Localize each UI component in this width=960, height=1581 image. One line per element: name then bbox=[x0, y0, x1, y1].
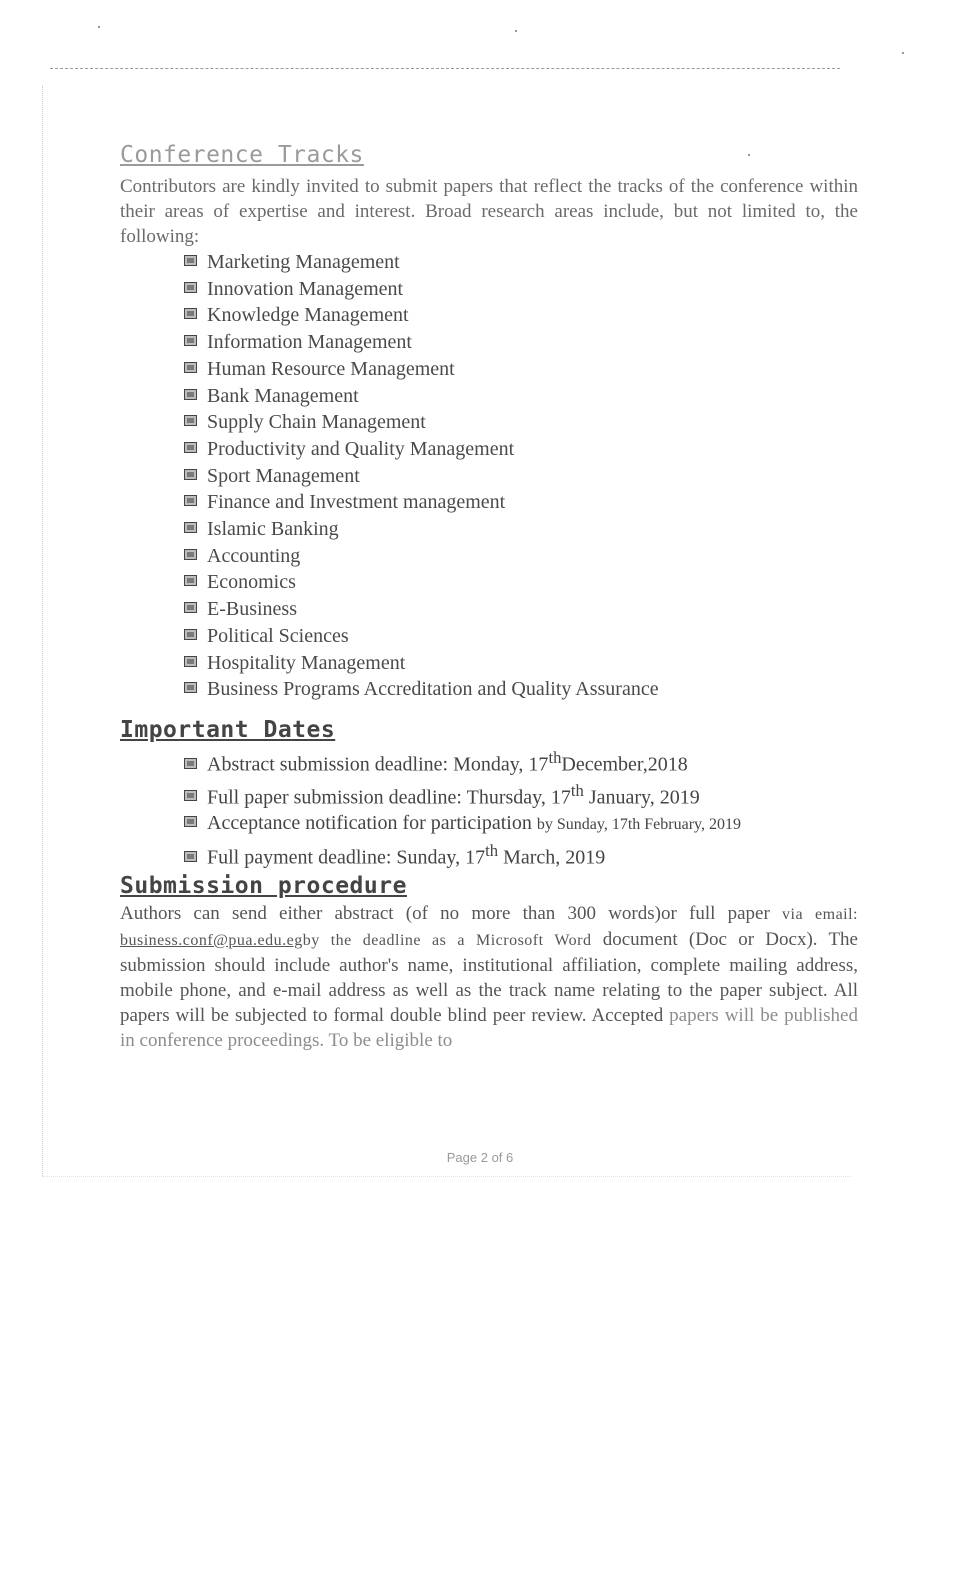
conference-tracks-heading: Conference Tracks bbox=[120, 142, 364, 168]
list-item: Acceptance notification for participation by Sunday, 17th February, 2019 bbox=[184, 810, 858, 838]
list-item: Finance and Investment management bbox=[184, 489, 858, 516]
square-bullet-icon bbox=[184, 575, 197, 586]
important-dates-heading: Important Dates bbox=[120, 716, 336, 743]
list-item: Economics bbox=[184, 569, 858, 596]
left-margin-rule bbox=[42, 86, 43, 1176]
list-item: Hospitality Management bbox=[184, 650, 858, 677]
tracks-list bbox=[120, 249, 858, 703]
list-item: Knowledge Management bbox=[184, 302, 858, 329]
square-bullet-icon bbox=[184, 362, 197, 373]
list-item: Marketing Management bbox=[184, 249, 858, 276]
square-bullet-icon bbox=[184, 282, 197, 293]
page-number: Page 2 of 6 bbox=[446, 1150, 514, 1165]
square-bullet-icon bbox=[184, 758, 197, 769]
list-item: Accounting bbox=[184, 543, 858, 570]
list-item: Innovation Management bbox=[184, 276, 858, 303]
bottom-rule bbox=[42, 1176, 852, 1177]
list-item: Business Programs Accreditation and Quality Assurance bbox=[184, 676, 858, 703]
scan-speck bbox=[902, 52, 904, 54]
list-item: Islamic Banking bbox=[184, 516, 858, 543]
list-item: Human Resource Management bbox=[184, 356, 858, 383]
list-item: Supply Chain Management bbox=[184, 409, 858, 436]
square-bullet-icon bbox=[184, 851, 197, 862]
square-bullet-icon bbox=[184, 656, 197, 667]
list-item: Full payment deadline: Sunday, 17th March, 2019 bbox=[184, 838, 858, 871]
square-bullet-icon bbox=[184, 255, 197, 266]
square-bullet-icon bbox=[184, 602, 197, 613]
main-content bbox=[120, 140, 858, 1053]
square-bullet-icon bbox=[184, 415, 197, 426]
scan-speck bbox=[98, 26, 100, 28]
list-item: Bank Management bbox=[184, 383, 858, 410]
dates-list bbox=[120, 745, 858, 871]
square-bullet-icon bbox=[184, 389, 197, 400]
square-bullet-icon bbox=[184, 495, 197, 506]
scan-speck bbox=[515, 30, 517, 32]
square-bullet-icon bbox=[184, 549, 197, 560]
list-item: Productivity and Quality Management bbox=[184, 436, 858, 463]
list-item: Full paper submission deadline: Thursday, 17th January, 2019 bbox=[184, 778, 858, 811]
conference-tracks-intro: Contributors are kindly invited to submit papers that reflect the tracks of the conference within their areas of expertise and interest. Broad research areas include, but not limited to, the following: bbox=[120, 176, 858, 247]
square-bullet-icon bbox=[184, 522, 197, 533]
submission-procedure-heading: Submission procedure bbox=[120, 872, 407, 899]
list-item: Political Sciences bbox=[184, 623, 858, 650]
square-bullet-icon bbox=[184, 335, 197, 346]
square-bullet-icon bbox=[184, 682, 197, 693]
contact-email-link[interactable]: business.conf@pua.edu.eg bbox=[120, 931, 303, 949]
square-bullet-icon bbox=[184, 469, 197, 480]
square-bullet-icon bbox=[184, 442, 197, 453]
submission-procedure-text: Authors can send either abstract (of no more than 300 words)or full paper via email: business.conf@pua.edu.egby the deadline as a Microsoft Word document (Doc or Docx). The submission should include author's name, institutional affiliation, complete mailing address, mobile phone, and e-mail address as well as the track name relating to the paper subject. All papers will be subjected to formal double blind peer review. Accepted papers will be published in conference proceedings. To be eligible to bbox=[120, 902, 859, 1051]
square-bullet-icon bbox=[184, 308, 197, 319]
list-item: Abstract submission deadline: Monday, 17thDecember,2018 bbox=[184, 745, 858, 778]
square-bullet-icon bbox=[184, 816, 197, 827]
header-rule bbox=[50, 68, 840, 69]
square-bullet-icon bbox=[184, 790, 197, 801]
list-item: Sport Management bbox=[184, 463, 858, 490]
list-item: E-Business bbox=[184, 596, 858, 623]
square-bullet-icon bbox=[184, 629, 197, 640]
list-item: Information Management bbox=[184, 329, 858, 356]
